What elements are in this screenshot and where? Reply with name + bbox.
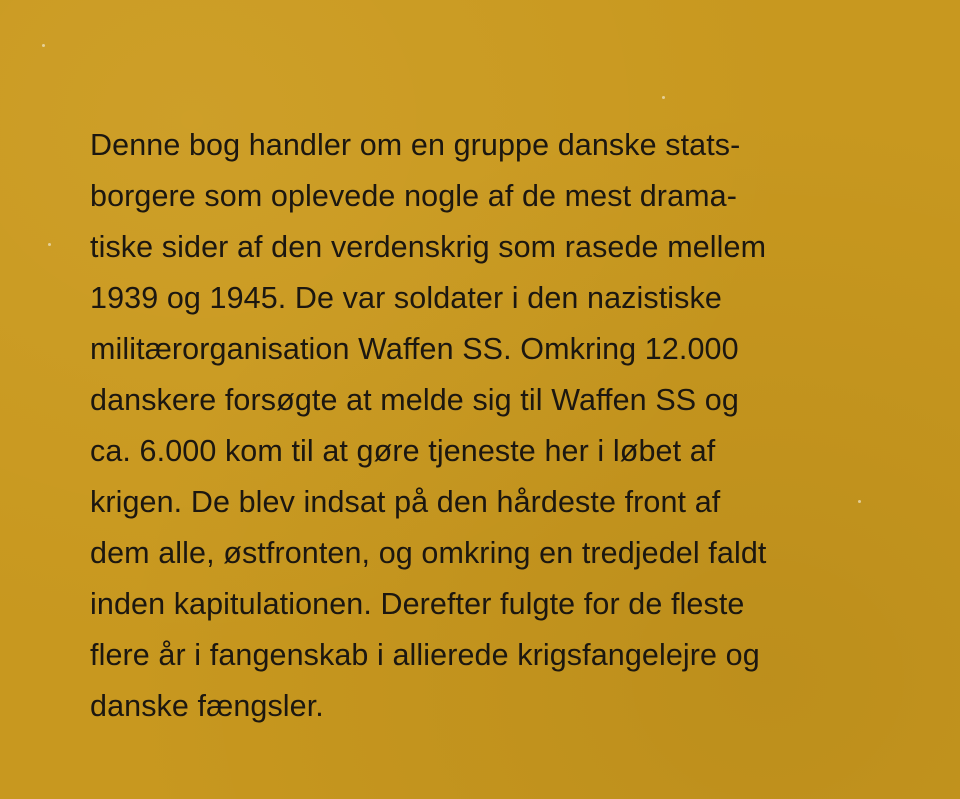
paper-speck <box>48 243 51 246</box>
text-line: ca. 6.000 kom til at gøre tjeneste her i løbet af <box>90 434 716 468</box>
paper-speck <box>42 44 45 47</box>
text-line: borgere som oplevede nogle af de mest drama- <box>90 179 737 213</box>
paper-speck <box>662 96 665 99</box>
text-line: inden kapitulationen. Derefter fulgte for de fleste <box>90 587 745 621</box>
text-line: krigen. De blev indsat på den hårdeste front af <box>90 485 721 519</box>
text-line: 1939 og 1945. De var soldater i den nazistiske <box>90 281 722 315</box>
text-line: danske fængsler. <box>90 689 324 723</box>
text-line: flere år i fangenskab i allierede krigsfangelejre og <box>90 638 760 672</box>
text-line: dem alle, østfronten, og omkring en tredjedel faldt <box>90 536 767 570</box>
text-line: militærorganisation Waffen SS. Omkring 12.000 <box>90 332 739 366</box>
text-line: Denne bog handler om en gruppe danske stats- <box>90 128 741 162</box>
description-text <box>90 120 930 732</box>
text-line: danskere forsøgte at melde sig til Waffen SS og <box>90 383 739 417</box>
text-line: tiske sider af den verdenskrig som rasede mellem <box>90 230 767 264</box>
